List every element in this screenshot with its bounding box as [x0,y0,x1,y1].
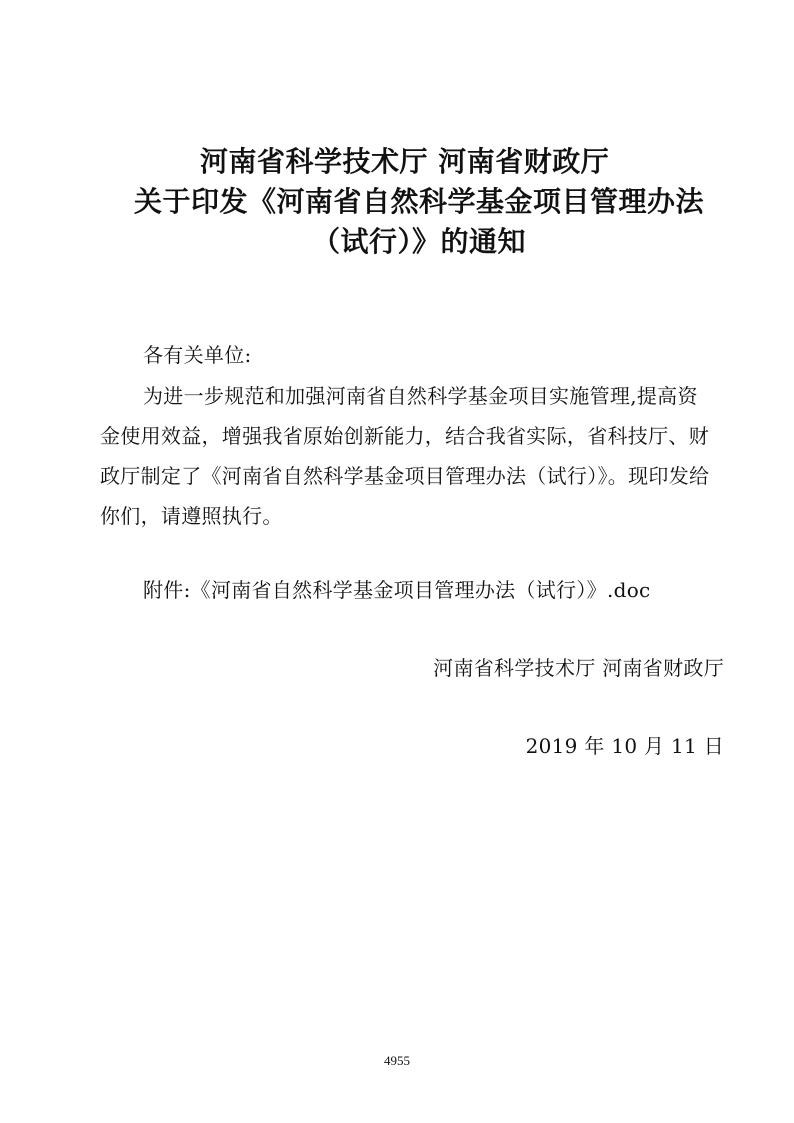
salutation: 各有关单位: [143,343,252,367]
issue-date: 2019 年 10 月 11 日 [525,734,724,758]
body-line-2: 金使用效益，增强我省原始创新能力，结合我省实际，省科技厅、财 [100,424,709,448]
attachment-link[interactable]: 附件:《河南省自然科学基金项目管理办法（试行）》.doc [143,578,651,602]
page-number: 4955 [384,1053,410,1068]
document-title-line-2: 关于印发《河南省自然科学基金项目管理办法 [134,185,705,218]
document-title-line-3: （试行）》的通知 [312,225,527,258]
body-line-4: 你们，请遵照执行。 [100,504,283,528]
body-line-3: 政厅制定了《河南省自然科学基金项目管理办法（试行）》。现印发给 [100,464,710,488]
body-line-1: 为进一步规范和加强河南省自然科学基金项目实施管理,提高资 [143,384,698,408]
document-title-line-1: 河南省科学技术厅 河南省财政厅 [200,145,610,178]
issuer-signature: 河南省科学技术厅 河南省财政厅 [433,656,724,680]
